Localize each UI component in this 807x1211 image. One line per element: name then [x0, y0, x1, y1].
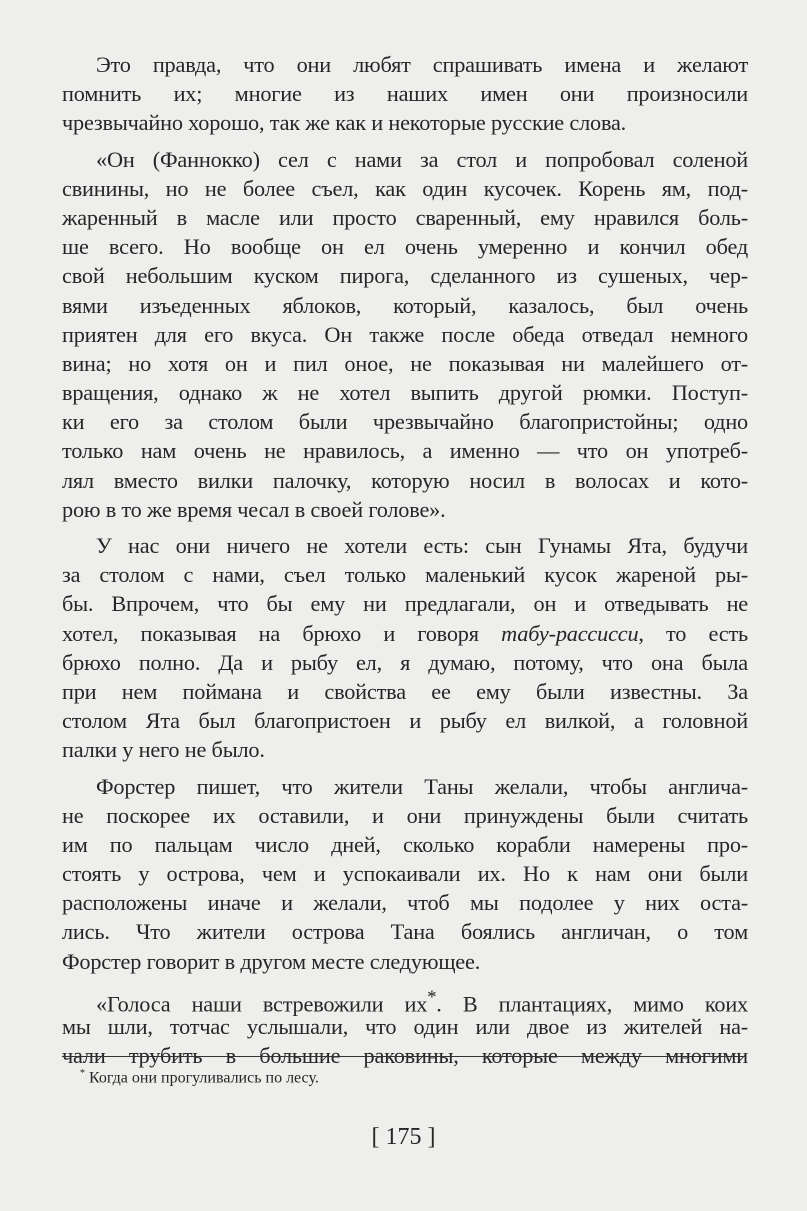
text-line: свинины, но не более съел, как один кусочек. Корень ям, под- [62, 175, 748, 201]
paragraph-5 [62, 983, 748, 1071]
text-line [62, 983, 748, 1017]
text-run: «Голоса наши встревожили их [96, 991, 428, 1017]
text-line: брюхо полно. Да и рыбу ел, я думаю, потому, что она была [62, 649, 748, 675]
body-text [62, 50, 748, 1077]
text-line: У нас они ничего не хотели есть: сын Гунамы Ята, будучи [96, 533, 748, 558]
text-line: помнить их; многие из наших имен они произносили [62, 81, 748, 107]
text-line: лись. Что жители острова Тана боялись англичан, о том [62, 919, 748, 945]
text-line: чали трубить в большие раковины, которые между многими [62, 1043, 748, 1069]
paragraph-2 [62, 145, 748, 524]
text-line: Это правда, что они любят спрашивать имена и желают [96, 52, 748, 77]
text-line: ки его за столом были чрезвычайно благопристойны; одно [62, 409, 748, 435]
text-line: бы. Впрочем, что бы ему ни предлагали, он и отведывать не [62, 591, 748, 617]
text-line: рою в то же время чесал в своей голове». [62, 496, 446, 522]
footnote-text: Когда они прогуливались по лесу. [89, 1069, 319, 1087]
page-number: [ 175 ] [371, 1124, 436, 1150]
text-line: вями изъеденных яблоков, который, казалось, был очень [62, 292, 748, 318]
text-line: при нем поймана и свойства ее ему были известны. За [62, 678, 748, 704]
paragraph-3 [62, 531, 748, 765]
text-line: палки у него не было. [62, 737, 265, 763]
text-run: . В плантациях, мимо коих [436, 991, 748, 1017]
text-line: «Он (Фаннокко) сел с нами за стол и попробовал соленой [96, 146, 748, 172]
footnote-mark: * [427, 986, 437, 1008]
text-line: Форстер говорит в другом месте следующее. [62, 948, 481, 974]
footnote-divider [62, 1056, 746, 1057]
text-line: вращения, однако ж не хотел выпить другой рюмки. Поступ- [62, 380, 748, 406]
text-line: ше всего. Но вообще он ел очень умеренно и кончил обед [62, 234, 748, 260]
italic-term: табу-рассисси [501, 620, 639, 646]
text-line [62, 619, 748, 648]
text-line: мы шли, тотчас услышали, что один или двое из жителей на- [62, 1014, 748, 1039]
footnote-mark: * [80, 1068, 85, 1079]
paragraph-1 [62, 50, 748, 138]
text-line: приятен для его вкуса. Он также после обеда отведал немного [62, 321, 748, 347]
text-line: расположены иначе и желали, чтоб мы подолее у них оста- [62, 890, 748, 916]
text-line: не поскорее их оставили, и они принуждены были считать [62, 802, 748, 828]
text-line: только нам очень не нравилось, а именно — что он употреб- [62, 438, 748, 464]
text-line: вина; но хотя он и пил оное, не показывая ни малейшего от- [62, 350, 748, 376]
text-line: чрезвычайно хорошо, так же как и некоторые русские слова. [62, 110, 627, 136]
text-line: стоять у острова, чем и успокаивали их. Но к нам они были [62, 861, 748, 887]
paragraph-4 [62, 772, 748, 976]
text-run: хотел, показывая на брюхо и говоря [62, 620, 502, 646]
text-line: им по пальцам число дней, сколько корабли намерены про- [62, 831, 748, 857]
text-run: , то есть [638, 620, 748, 646]
text-line: столом Ята был благопристоен и рыбу ел вилкой, а головной [62, 708, 748, 734]
text-line: свой небольшим куском пирога, сделанного из сушеных, чер- [62, 263, 748, 289]
text-line: Форстер пишет, что жители Таны желали, чтобы англича- [96, 773, 748, 799]
text-line: лял вместо вилки палочку, которую носил в волосах и кото- [62, 467, 748, 493]
text-line: жаренный в масле или просто сваренный, ему нравился боль- [62, 204, 748, 230]
text-line: за столом с нами, съел только маленький кусок жареной ры- [62, 562, 748, 588]
footnote [80, 1068, 319, 1087]
